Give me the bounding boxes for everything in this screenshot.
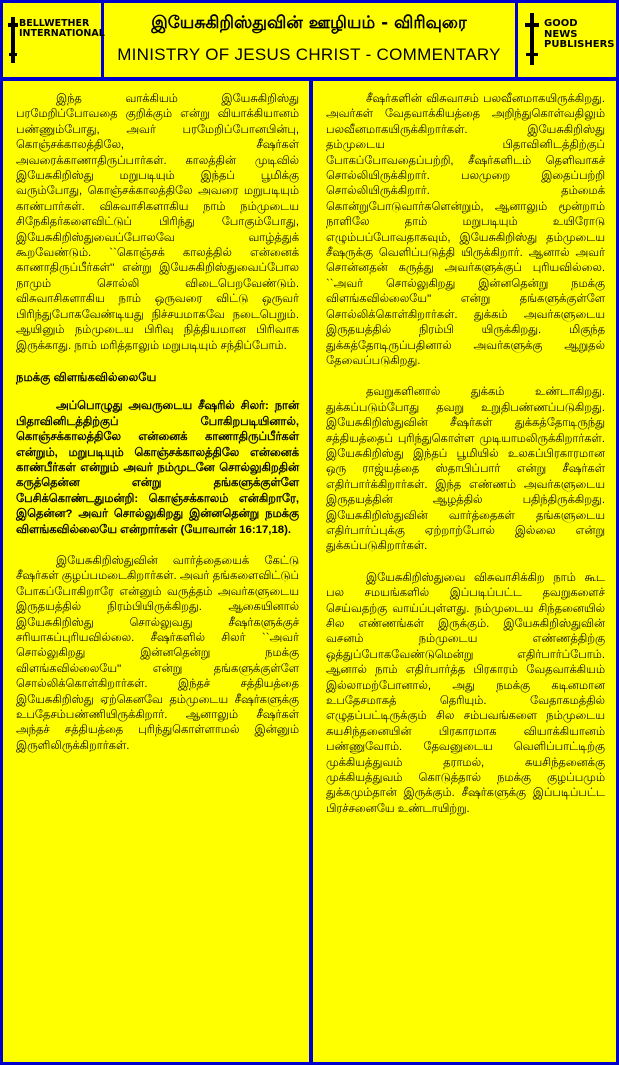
bellwether-logo-text: BELLWETHER INTERNATIONAL [19,18,105,39]
section-heading: நமக்கு விளங்கவில்லையே [16,370,157,384]
left-column [3,81,309,1062]
page-title-tamil: இயேசுகிறிஸ்துவின் ஊழியம் - விரிவுரை [151,13,467,33]
good-news-logo [515,3,616,77]
right-paragraph-2: தவறுகளினால் துக்கம் உண்டாகிறது. துக்கப்படும்போது தவறு உறுதிபண்ணப்படுகிறது. இயேசுகிறிஸ்துவின் சீஷர்கள் துக்கத்தோடிருந்து சத்தியத்தைப் புரிந்துகொள்ள முடியாமலிருக்கிறார்கள். இயேசுகிறிஸ்து இந்தப் பூமியில் உலகப்பிரகாரமான ஒரு ராஜ்யத்தை ஸ்தாபிப்பார் என்று சீஷர்கள் எதிர்பார்க்கிறார்கள். இந்த எண்ணம் அவர்களுடைய இருதயத்தின் ஆழத்தில் பதிந்திருக்கிறது. இயேசுகிறிஸ்துவின் வார்த்தைகள் தங்களுடைய எதிர்பார்ப்புக்கு ஏற்றாற்போல் இல்லை என்று துக்கப்படுகிறார்கள். [326,386,605,553]
right-paragraph-1: சீஷர்களின் விசுவாசம் பலவீனமாகயிருக்கிறது. அவர்கள் வேதவாக்கியத்தை அறிந்துகொள்வதிலும் பலவீனமாகயிருக்கிறார்கள். இயேசுகிறிஸ்து தம்முடைய பிதாவினிடத்திற்குப் போகப்போவதைப்பற்றி, சீஷர்களிடம் தெளிவாகச் சொல்லியிருக்கிறார். பலமுறை இதைப்பற்றி சொல்லியிருக்கிறார். தம்மைக் கொன்றுபோடுவார்களென்றும், ஆனாலும் மூன்றாம் நாளிலே தாம் மறுபடியும் உயிரோடு எழும்பப்போவதாகவும், இயேசுகிறிஸ்து தம்முடைய சீஷருக்கு வெளிப்படுத்தி யிருக்கிறார். ஆனால் அவர் சொன்னதன் கருத்து அவர்களுக்குப் புரியவில்லை. ``அவர் சொல்லுகிறது இன்னதென்று நமக்கு விளங்கவில்லையே'' என்று தங்களுக்குள்ளே சொல்லிக்கொள்கிறார்கள். துக்கம் அவர்களுடைய இருதயத்தில் நிரம்பி யிருக்கிறது. மிகுந்த துக்கத்தோடிருப்பதினால் அவர்களுக்கு ஆறுதல் தேவைப்படுகிறது. [326,93,605,367]
page-header [3,3,616,77]
good-news-logo-text: GOOD NEWS PUBLISHERS [544,18,615,50]
scripture-quote: அப்பொழுது அவருடைய சீஷரில் சிலர்: நான் பிதாவினிடத்திற்குப் போகிறபடியினால், கொஞ்சக்காலத்திலே என்னைக் காணாதிருப்பீர்கள் என்றும், மறுபடியும் கொஞ்சக்காலத்திலே என்னைக் காண்பீர்கள் என்றும் அவர் நம்முடனே சொல்லுகிறதின் கருத்தென்ன என்று தங்களுக்குள்ளே பேசிக்கொண்டதுமன்றி: கொஞ்சக்காலம் என்கிறாரே, இதென்ன? அவர் சொல்லுகிறது இன்னதென்று நமக்கு விளங்கவில்லையே என்றார்கள் (யோவான் 16:17,18). [16,400,299,536]
right-column [313,81,616,1062]
page-title-english: MINISTRY OF JESUS CHRIST - COMMENTARY [117,45,501,64]
bellwether-logo [3,3,104,77]
right-paragraph-3: இயேசுகிறிஸ்துவை விசுவாசிக்கிற நாம் கூட பல சமயங்களில் இப்படிப்பட்ட தவறுகளைச் செய்வதற்கு வாய்ப்புள்ளது. நம்முடைய சிந்தனையில் சில எண்ணங்கள் இருக்கும். இயேசுகிறிஸ்துவின் வசனம் நம்முடைய எண்ணத்திற்கு ஒத்துப்போகவேண்டுமென்று எதிர்பார்ப்போம். ஆனால் நாம் எதிர்பார்த்த பிரகாரம் வேதவாக்கியம் இல்லாமற்போனால், அது நமக்கு கடினமான உபதேசமாகத் தெரியும். வேதாகமத்தில் எழுதப்பட்டிருக்கும் சில சம்பவங்களை நம்முடைய சுயசிந்தனையின் பிரகாரமாக வியாக்கியானம் பண்ணுவோம். தேவனுடைய வெளிப்பாட்டிற்கு முக்கியத்துவம் தராமல், சுயசிந்தனைக்கு முக்கியத்துவம் கொடுத்தால் நமக்கு குழப்பமும் துக்கமும்தான் இருக்கும். சீஷர்களுக்கு இப்படிப்பட்ட பிரச்சனையே உண்டாயிற்று. [326,571,605,815]
left-paragraph-1: இந்த வாக்கியம் இயேசுகிறிஸ்து பரமேறிப்போவதை குறிக்கும் என்று வியாக்கியானம் பண்ணும்போது, அவர் பரமேறிப்போனபின்பு, கொஞ்சக்காலத்திலே, சீஷர்கள் அவரைக்காணாதிருப்பார்கள். காலத்தின் முடிவில் இயேசுகிறிஸ்து மறுபடியும் இந்தப் பூமிக்கு வரும்போது, கொஞ்சக்காலத்திலே அவரை மறுபடியும் காண்பார்கள். விசுவாசிகளாகிய நாம் நம்முடைய சிநேகிதர்களைவிட்டுப் பிரிந்து போகும்போது, இயேசுகிறிஸ்துவைப்போலவே வாழ்த்துக் கூறவேண்டும். ``கொஞ்சக் காலத்தில் என்னைக் காணாதிருப்பீர்கள்'' என்று இயேசுகிறிஸ்துவைப்போல நாமும் சொல்லி விடைபெறவேண்டும். விசுவாசிகளாகிய நாம் ஒருவரை விட்டு ஒருவர் பிரிந்துபோகவேண்டியது நிச்சயமாகவே நடைபெறும். ஆயினும் நம்முடைய பிரிவு நித்தியமான பிரிவாக இருக்காது. நாம் மரித்தாலும் மறுபடியும் சந்திப்போம். [16,93,299,352]
left-paragraph-2: இயேசுகிறிஸ்துவின் வார்த்தையைக் கேட்டு சீஷர்கள் குழப்பமடைகிறார்கள். அவர் தங்களைவிட்டுப் போகப்போகிறாரே என்னும் வருத்தம் அவர்களுடைய இருதயத்தில் நிரம்பியிருக்கிறது. ஆகையினால் இயேசுகிறிஸ்து சொல்லுவது சீஷர்களுக்குச் சரியாகப்புரியவில்லை. சீஷர்களில் சிலர் ``அவர் சொல்லுகிறது இன்னதென்று நமக்கு விளங்கவில்லையே'' என்று தங்களுக்குள்ளே சொல்லிக்கொள்கிறார்கள். இந்தச் சத்தியத்தை இயேசுகிறிஸ்து ஏற்கெனவே தம்முடைய சீஷர்களுக்கு உபதேசம்பண்ணியிருக்கிறார். ஆனாலும் சீஷர்கள் அந்தச் சத்தியத்தை புரிந்துகொள்ளாமல் இன்னும் இருளிலிருக்கிறார்கள். [16,554,299,752]
good-news-logo-icon [524,13,540,65]
bellwether-logo-icon [8,17,18,63]
